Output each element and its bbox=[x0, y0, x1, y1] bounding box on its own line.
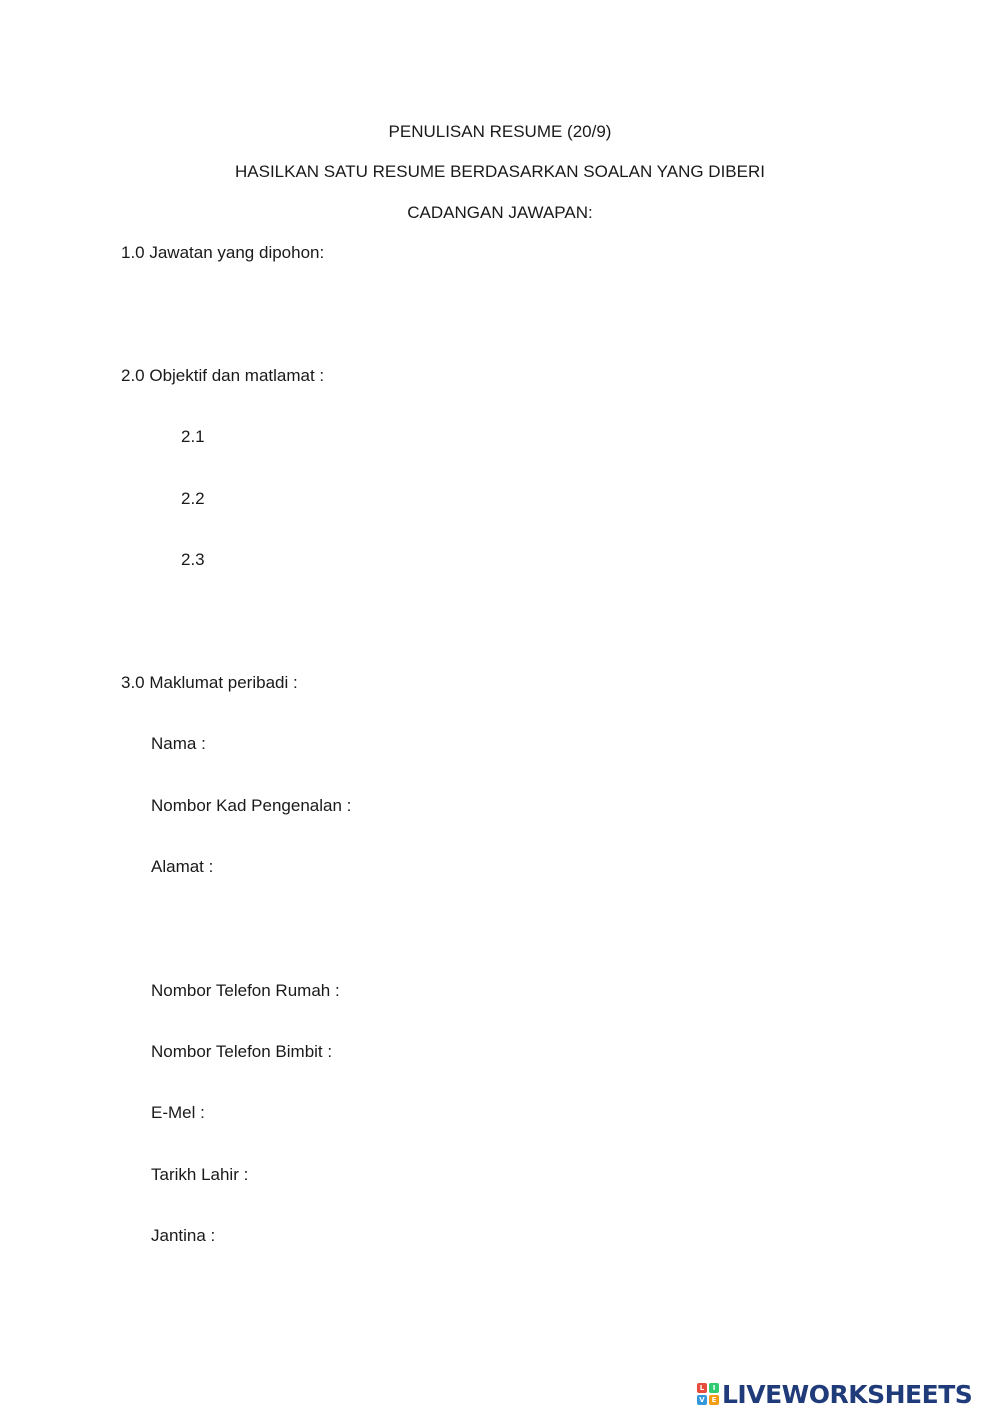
field-label-nama: Nama : bbox=[151, 734, 206, 753]
section-2-label: 2.0 Objektif dan matlamat : bbox=[121, 366, 325, 385]
logo-cell: L bbox=[697, 1383, 707, 1393]
field-label-jantina: Jantina : bbox=[151, 1226, 216, 1245]
objective-item: 2.2 bbox=[181, 489, 205, 508]
liveworksheets-logo-icon bbox=[697, 1383, 719, 1405]
liveworksheets-brand[interactable] bbox=[697, 1379, 972, 1409]
field-label-telefon-rumah: Nombor Telefon Rumah : bbox=[151, 981, 340, 1000]
field-label-tarikh-lahir: Tarikh Lahir : bbox=[151, 1165, 249, 1184]
brand-wordmark: LIVEWORKSHEETS bbox=[722, 1379, 973, 1409]
field-label-emel: E-Mel : bbox=[151, 1103, 205, 1122]
logo-cell: E bbox=[709, 1395, 719, 1405]
instruction-text: HASILKAN SATU RESUME BERDASARKAN SOALAN YANG DIBERI bbox=[235, 162, 765, 181]
objective-item: 2.1 bbox=[181, 427, 205, 446]
section-3-label: 3.0 Maklumat peribadi : bbox=[121, 673, 298, 692]
logo-cell: V bbox=[697, 1395, 707, 1405]
field-label-alamat: Alamat : bbox=[151, 857, 214, 876]
section-1-label: 1.0 Jawatan yang dipohon: bbox=[121, 243, 325, 262]
subtitle: CADANGAN JAWAPAN: bbox=[407, 203, 593, 222]
field-label-telefon-bimbit: Nombor Telefon Bimbit : bbox=[151, 1042, 333, 1061]
field-label-kad-pengenalan: Nombor Kad Pengenalan : bbox=[151, 796, 352, 815]
page-title: PENULISAN RESUME (20/9) bbox=[388, 122, 612, 141]
logo-cell: I bbox=[709, 1383, 719, 1393]
objective-item: 2.3 bbox=[181, 550, 205, 569]
